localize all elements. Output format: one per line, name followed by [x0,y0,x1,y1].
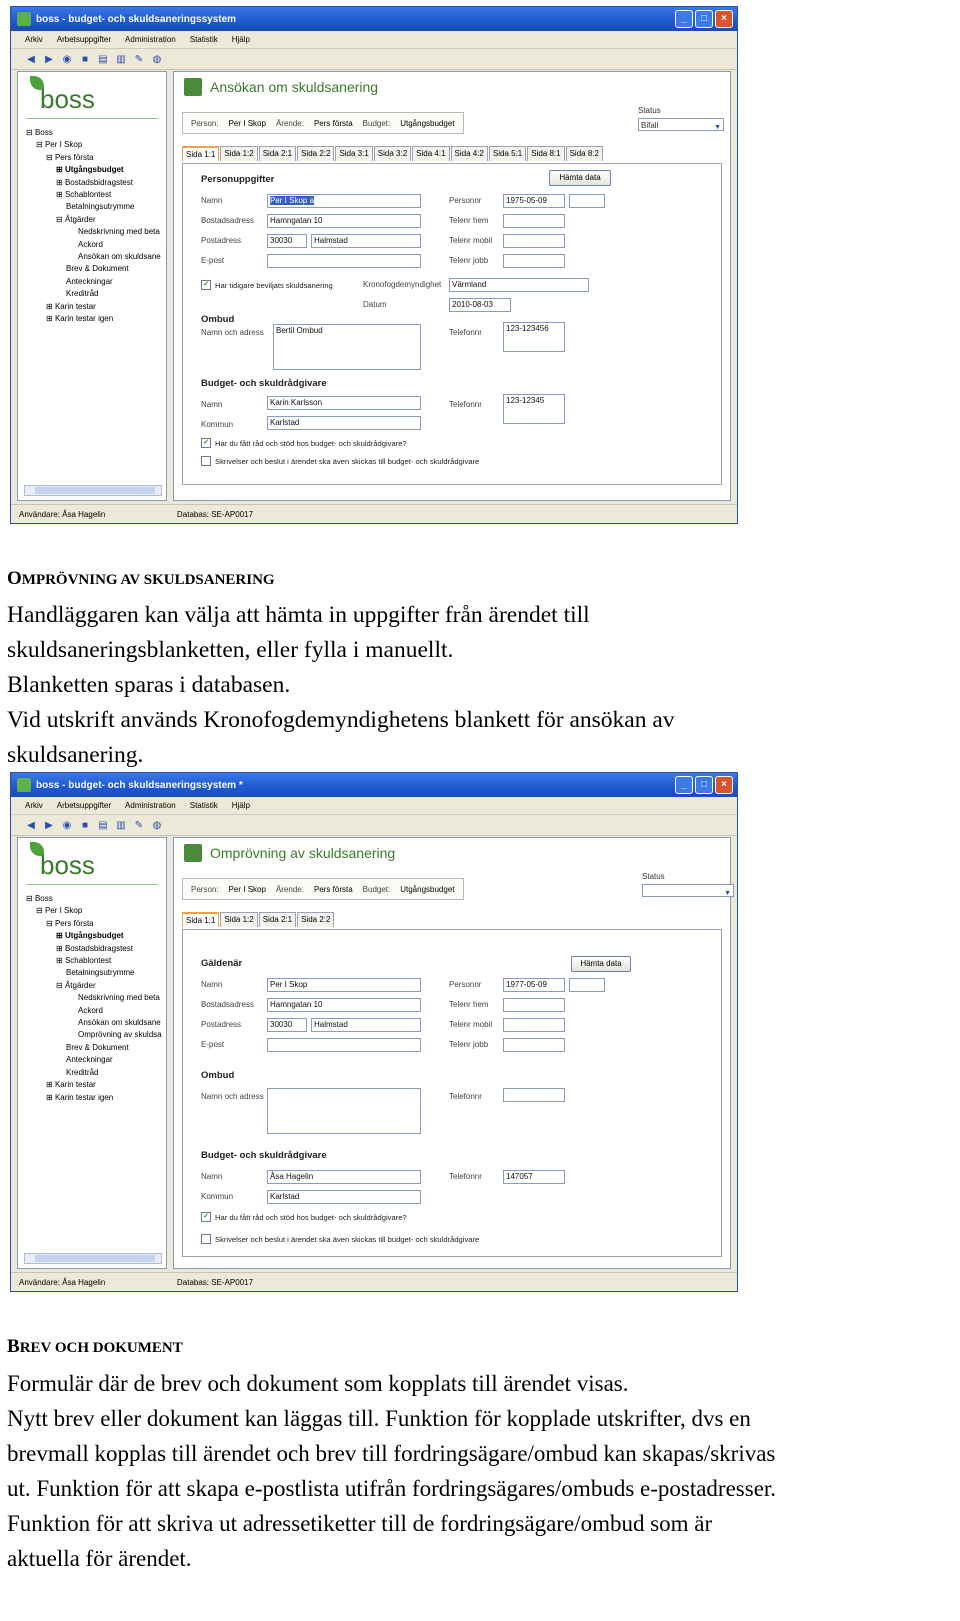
app-icon [17,778,31,792]
phone-home-field[interactable] [503,214,565,228]
status-bar [11,504,737,523]
tree-item[interactable]: Anteckningar [66,1055,113,1065]
status-user: Användare: Åsa Hagelin [19,509,106,519]
copies-checkbox[interactable]: Skrivelser och beslut i ärendet ska även skickas till budget- och skuldrådgivare [201,1234,479,1244]
advisor-phone-field[interactable]: 147057 [503,1170,565,1184]
print-icon[interactable]: ▤ [98,819,108,831]
tab-page[interactable]: Sida 1:1 [182,912,219,927]
maximize-icon[interactable]: □ [695,10,713,28]
section-heading: OMPRÖVNING AV SKULDSANERING [7,568,275,589]
chevron-down-icon: ▼ [714,124,721,131]
municipality-field[interactable]: Karlstad [267,1190,421,1204]
tab-page[interactable]: Sida 1:2 [220,912,257,927]
enforcement-authority-field[interactable]: Värmland [449,278,589,292]
boss-logo: boss [26,72,158,119]
case-tree [18,119,166,326]
agent-name-address-field[interactable]: Bertil Ombud [273,324,421,370]
section-title: Budget- och skuldrådgivare [201,1150,327,1161]
menu-administration[interactable]: Administration [125,801,176,810]
tree-item[interactable]: ⊞ Karin testar [46,1080,96,1090]
window-title: boss - budget- och skuldsaneringssystem * [36,779,243,791]
status-select[interactable] [642,884,734,897]
forward-icon[interactable]: ▶ [45,53,53,65]
form-panel [173,71,731,501]
tree-item[interactable]: Brev & Dokument [66,1042,129,1052]
tree-item[interactable]: Ackord [78,1005,103,1015]
title-bar[interactable] [11,773,737,797]
tab-page[interactable]: Sida 2:2 [297,912,334,927]
page-tabs [182,912,335,927]
tree-item[interactable]: Nedskrivning med beta [78,993,160,1003]
tree-item[interactable]: ⊞ Bostadsbidragstest [56,177,133,187]
postcode-field[interactable]: 30030 [267,234,307,248]
phone-home-field[interactable] [503,998,565,1012]
tree-item[interactable]: ⊞ Schablontest [56,190,112,200]
document-icon[interactable]: ▥ [116,819,126,831]
forward-icon[interactable]: ▶ [45,819,53,831]
phone-mobile-field[interactable] [503,1018,565,1032]
fetch-data-button[interactable]: Hämta data [549,170,611,186]
phone-mobile-field[interactable] [503,234,565,248]
document-icon[interactable]: ▥ [116,53,126,65]
menu-bar [11,797,737,815]
status-database: Databas: SE-AP0017 [177,509,254,519]
tree-item[interactable]: ⊟ Åtgärder [56,980,96,990]
close-icon[interactable]: × [715,10,733,28]
horizontal-scrollbar[interactable] [24,1253,162,1264]
tree-item[interactable]: Ansökan om skuldsane [78,1018,161,1028]
municipality-field[interactable]: Karlstad [267,416,421,430]
address-field[interactable]: Hamngatan 10 [267,998,421,1012]
section-paragraph: Formulär där de brev och dokument som kopplats till ärendet visas. Nytt brev eller dokument kan läggas till. Funktion för kopplade utskrifter, dvs en brevmall kopplas till ärendet och brev till fordringsägare/ombud kan skapas/skrivas ut. Funktion för att skapa e-postlista utifrån fordringsägares/ombuds e-postadresser. Funktion för att skriva ut adressetiketter till de fordringsägare/ombud som är aktuella för ärendet. [7,1371,777,1571]
email-field[interactable] [267,254,421,268]
tree-item[interactable]: ⊞ Karin testar [46,301,96,311]
tree-item[interactable]: Nedskrivning med beta [78,227,160,237]
minimize-icon[interactable]: _ [675,776,693,794]
tree-item[interactable]: Kreditråd [66,289,99,299]
postcode-field[interactable]: 30030 [267,1018,307,1032]
section-title: Ombud [201,1070,235,1081]
tree-item[interactable]: ⊟ Per I Skop [36,140,83,150]
agent-name-address-field[interactable] [267,1088,421,1134]
title-bar[interactable] [11,7,737,31]
tab-page[interactable]: Sida 2:1 [259,912,296,927]
navigation-panel [17,837,167,1269]
section-title: Gäldenär [201,958,243,969]
document-icon [184,844,202,862]
tree-item[interactable]: Ansökan om skuldsane [78,252,161,262]
tree-item[interactable]: Kreditråd [66,1067,99,1077]
app-window-2 [10,772,738,1292]
back-icon[interactable]: ◀ [27,53,35,65]
tree-item[interactable]: ⊞ Utgångsbudget [56,165,124,175]
tree-item[interactable]: Anteckningar [66,276,113,286]
advisor-name-field[interactable]: Karin Karlsson [267,396,421,410]
menu-hjalp[interactable]: Hjälp [231,35,250,44]
form-page: Hämta data Personuppgifter Namn Per I Skop a Bostadsadress Hamngatan 10 Postadress 30030 Halmstad E-post Personnr 1975-05-09 Telenr hem Telenr mobil Telenr jobb ✓ Har tidigare beviljats skuldsanering Kronofogdemyndighet Värmland Datum 2010-08-03 Ombud Namn och adress Bertil Ombud Telefonnr 123-123456 Budget- och skuldrådgivare Namn Karin Karlsson Kommun Karlstad Telefonnr 123-12345 ✓ Har du fått råd och stöd hos budget- och skuldrådgivare? Skrivelser och beslut i ärendet ska även skickas till budget- och skuldrådgivare [182,163,722,485]
edit-icon[interactable]: ✎ [134,819,144,831]
back-icon[interactable]: ◀ [27,819,35,831]
boss-logo: boss [26,838,158,885]
menu-statistik[interactable]: Statistik [189,801,218,810]
close-icon[interactable]: × [715,776,733,794]
chevron-down-icon: ▼ [724,890,731,897]
document-icon [184,78,202,96]
toolbar [11,815,737,836]
name-field[interactable]: Per I Skop [267,978,421,992]
tree-item[interactable]: ⊟ Boss [26,894,53,903]
tab-page[interactable]: Sida 1:2 [220,146,257,161]
toolbar [11,49,737,70]
status-select-group: Status ▼ [642,872,734,897]
tab-page[interactable]: Sida 5:1 [489,146,526,161]
personnr-field[interactable]: 1977-05-09 [503,978,565,992]
page-tabs [182,146,604,161]
agent-phone-field[interactable] [503,1088,565,1102]
tree-item[interactable]: ⊞ Schablontest [56,956,112,966]
case-info-bar: Person: Per I Skop Ärende: Pers första Budget: Utgångsbudget [182,112,464,134]
window-title: boss - budget- och skuldsaneringssystem [36,13,237,25]
tree-item[interactable]: Brev & Dokument [66,264,129,274]
check-icon: ✓ [201,438,211,448]
phone-work-field[interactable] [503,1038,565,1052]
tab-page[interactable]: Sida 3:1 [335,146,372,161]
section-title: Personuppgifter [201,174,275,185]
tree-item[interactable]: Betalningsutrymme [66,968,135,978]
tree-item[interactable]: ⊞ Karin testar igen [46,1092,114,1102]
edit-icon[interactable]: ✎ [134,53,144,65]
tree-item[interactable]: Ackord [78,239,103,249]
tree-item[interactable]: Betalningsutrymme [66,202,135,212]
tab-page[interactable]: Sida 4:1 [412,146,449,161]
phone-work-field[interactable] [503,254,565,268]
form-heading: Omprövning av skuldsanering [184,844,395,862]
horizontal-scrollbar[interactable] [24,485,162,496]
copies-checkbox[interactable]: Skrivelser och beslut i ärendet ska även skickas till budget- och skuldrådgivare [201,456,479,466]
tree-item[interactable]: ⊟ Per I Skop [36,906,83,916]
tab-page[interactable]: Sida 8:2 [566,146,603,161]
save-icon[interactable]: ■ [81,53,89,65]
form-heading: Ansökan om skuldsanering [184,78,378,96]
address-field[interactable]: Hamngatan 10 [267,214,421,228]
check-icon: ✓ [201,280,211,290]
advisor-name-field[interactable]: Åsa Hagelin [267,1170,421,1184]
maximize-icon[interactable]: □ [695,776,713,794]
advice-checkbox[interactable]: ✓ Har du fått råd och stöd hos budget- och skuldrådgivare? [201,1212,407,1222]
menu-administration[interactable]: Administration [125,35,176,44]
menu-statistik[interactable]: Statistik [189,35,218,44]
advisor-phone-field[interactable]: 123-12345 [503,394,565,424]
email-field[interactable] [267,1038,421,1052]
menu-arbetsuppgifter[interactable]: Arbetsuppgifter [56,801,112,810]
section-title: Ombud [201,314,235,325]
tree-item[interactable]: ⊟ Pers första [46,152,94,162]
advice-checkbox[interactable]: ✓ Har du fått råd och stöd hos budget- och skuldrådgivare? [201,438,407,448]
tab-page[interactable]: Sida 4:2 [451,146,488,161]
status-user: Användare: Åsa Hagelin [19,1277,106,1287]
tree-item[interactable]: ⊟ Pers första [46,918,94,928]
menu-arkiv[interactable]: Arkiv [25,35,43,44]
minimize-icon[interactable]: _ [675,10,693,28]
previous-debt-checkbox[interactable]: ✓ Har tidigare beviljats skuldsanering [201,280,333,290]
app-icon [17,12,31,26]
view-icon[interactable]: ◉ [62,53,72,65]
globe-icon[interactable]: ◍ [152,819,162,831]
menu-arbetsuppgifter[interactable]: Arbetsuppgifter [56,35,112,44]
navigation-panel [17,71,167,501]
print-icon[interactable]: ▤ [98,53,108,65]
date-field[interactable]: 2010-08-03 [449,298,511,312]
tree-item[interactable]: ⊞ Bostadsbidragstest [56,943,133,953]
city-field[interactable]: Halmstad [311,234,421,248]
tab-page[interactable]: Sida 1:1 [182,146,219,161]
view-icon[interactable]: ◉ [62,819,72,831]
save-icon[interactable]: ■ [81,819,89,831]
app-window-1 [10,6,738,524]
menu-hjalp[interactable]: Hjälp [231,801,250,810]
city-field[interactable]: Halmstad [311,1018,421,1032]
tree-item[interactable]: ⊟ Boss [26,128,53,137]
name-field[interactable]: Per I Skop a [267,194,421,208]
tree-item[interactable]: ⊞ Karin testar igen [46,314,114,324]
status-select[interactable]: Bifall ▼ [638,118,724,131]
menu-bar [11,31,737,49]
tab-page[interactable]: Sida 2:1 [259,146,296,161]
status-database: Databas: SE-AP0017 [177,1277,254,1287]
case-tree [18,885,166,1104]
tree-item[interactable]: ⊟ Åtgärder [56,214,96,224]
status-bar [11,1272,737,1291]
section-heading: BREV OCH DOKUMENT [7,1336,183,1357]
section-title: Budget- och skuldrådgivare [201,378,327,389]
personnr-suffix-field[interactable] [569,194,605,208]
menu-arkiv[interactable]: Arkiv [25,801,43,810]
tree-item[interactable]: ⊞ Utgångsbudget [56,931,124,941]
status-select-group: Status Bifall ▼ [638,106,724,131]
personnr-suffix-field[interactable] [569,978,605,992]
case-info-bar: Person: Per I Skop Ärende: Pers första Budget: Utgångsbudget [182,878,464,900]
tab-page[interactable]: Sida 2:2 [297,146,334,161]
globe-icon[interactable]: ◍ [152,53,162,65]
fetch-data-button[interactable]: Hämta data [571,956,631,972]
agent-phone-field[interactable]: 123-123456 [503,322,565,352]
form-page: Hämta data Gäldenär Namn Per I Skop Bostadsadress Hamngatan 10 Postadress 30030 Halmstad E-post Personnr 1977-05-09 Telenr hem Telenr mobil Telenr jobb Ombud Namn och adress Telefonnr Budget- och skuldrådgivare Namn Åsa Hagelin Kommun Karlstad Telefonnr 147057 ✓ Har du fått råd och stöd hos budget- och skuldrådgivare? Skrivelser och beslut i ärendet ska även skickas till budget- och skuldrådgivare [182,929,722,1257]
tree-item[interactable]: Omprövning av skuldsa [78,1030,162,1040]
section-paragraph: Handläggaren kan välja att hämta in uppgifter från ärendet till skuldsaneringsblanketten, eller fylla i manuellt. Blanketten sparas i databasen. Vid utskrift används Kronofogdemyndighetens blankett för ansökan av skuldsanering. [7,602,675,768]
personnr-field[interactable]: 1975-05-09 [503,194,565,208]
tab-page[interactable]: Sida 8:1 [527,146,564,161]
check-icon: ✓ [201,1212,211,1222]
tab-page[interactable]: Sida 3:2 [374,146,411,161]
form-panel [173,837,731,1269]
